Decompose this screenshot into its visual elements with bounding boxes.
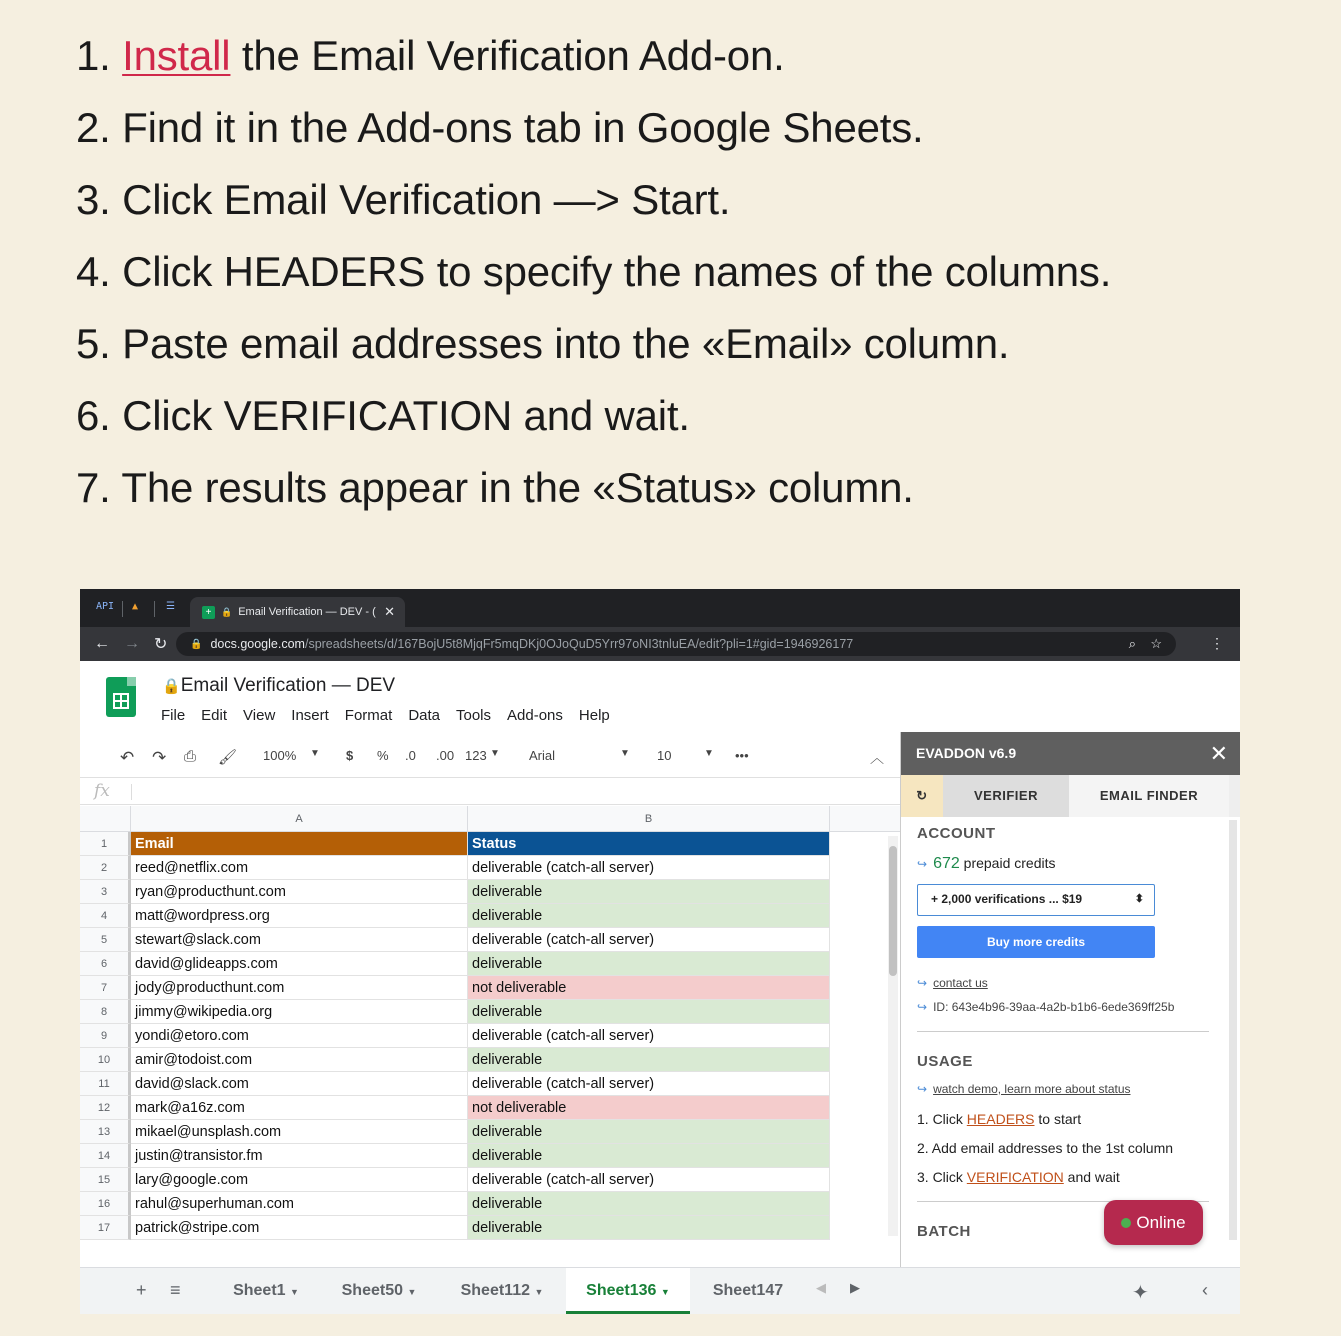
table-row bbox=[80, 1144, 900, 1168]
sheet-tab[interactable]: Sheet112 ▼ bbox=[460, 1282, 544, 1299]
row-number[interactable]: 2 bbox=[80, 856, 131, 880]
zoom-select[interactable]: 100% bbox=[263, 748, 297, 763]
row-number[interactable]: 16 bbox=[80, 1192, 131, 1216]
sidebar-title: EVADDON v6.9 bbox=[916, 745, 1017, 761]
status-cell[interactable]: deliverable bbox=[468, 1216, 830, 1240]
row-number[interactable]: 1 bbox=[80, 832, 131, 856]
sheet-tab-active[interactable]: Sheet136 ▼ bbox=[566, 1268, 690, 1314]
url-path: /spreadsheets/d/167BojU5t8MjqFr5mqDKj0OJoQuD5Yrr97oNI3tnluEA/edit?pli=1#gid=1946926177 bbox=[304, 637, 854, 651]
status-cell[interactable]: deliverable bbox=[468, 1192, 830, 1216]
step-number: 2. bbox=[76, 104, 111, 151]
email-cell[interactable]: ryan@producthunt.com bbox=[131, 880, 468, 904]
header-row bbox=[80, 832, 900, 856]
currency-button[interactable]: $ bbox=[346, 748, 354, 763]
row-number[interactable]: 8 bbox=[80, 1000, 131, 1024]
sheet-tab-bar bbox=[80, 1267, 1240, 1314]
sidebar-tabs bbox=[901, 775, 1240, 817]
credits-text: prepaid credits bbox=[959, 855, 1056, 871]
table-row bbox=[80, 1024, 900, 1048]
chevron-down-icon[interactable]: ▼ bbox=[490, 748, 500, 759]
headers-link[interactable]: HEADERS bbox=[966, 1111, 1035, 1127]
step-2 bbox=[76, 92, 1276, 164]
table-row bbox=[80, 880, 900, 904]
credits-line bbox=[917, 855, 1055, 873]
table-row bbox=[80, 856, 900, 880]
arrow-icon: ↪ bbox=[917, 1082, 928, 1096]
paint-format-icon[interactable]: 🖌 bbox=[218, 749, 238, 766]
table-row bbox=[80, 1168, 900, 1192]
step-text: Click Email Verification —> Start. bbox=[122, 176, 731, 223]
arrow-icon: ↪ bbox=[917, 1000, 928, 1014]
column-header-c[interactable] bbox=[830, 806, 900, 832]
table-row bbox=[80, 1096, 900, 1120]
doc-header bbox=[80, 661, 1240, 731]
email-cell[interactable]: reed@netflix.com bbox=[131, 856, 468, 880]
plan-value: + 2,000 verifications ... $19 bbox=[931, 892, 1083, 906]
font-select[interactable]: Arial bbox=[529, 748, 556, 763]
column-header-b[interactable]: B bbox=[468, 806, 830, 832]
row-number[interactable]: 6 bbox=[80, 952, 131, 976]
lock-icon: 🔒 bbox=[162, 678, 181, 695]
arrow-icon: ↪ bbox=[917, 976, 928, 990]
status-cell[interactable]: deliverable bbox=[468, 880, 830, 904]
email-cell[interactable]: mark@a16z.com bbox=[131, 1096, 468, 1120]
reload-icon[interactable]: ↻ bbox=[154, 636, 168, 653]
step-number: 4. bbox=[76, 248, 111, 295]
refresh-icon[interactable]: ↻ bbox=[901, 775, 943, 817]
corner-cell[interactable] bbox=[80, 806, 131, 832]
spreadsheet-grid bbox=[80, 806, 900, 1256]
email-cell[interactable]: stewart@slack.com bbox=[131, 928, 468, 952]
buy-credits-button[interactable]: Buy more credits bbox=[917, 926, 1155, 958]
step-7 bbox=[76, 452, 1276, 524]
tab-separator bbox=[154, 601, 155, 617]
formula-bar[interactable] bbox=[80, 777, 900, 805]
step-number: 5. bbox=[76, 320, 111, 367]
table-row bbox=[80, 928, 900, 952]
email-cell[interactable]: jody@producthunt.com bbox=[131, 976, 468, 1000]
status-cell[interactable]: deliverable bbox=[468, 1048, 830, 1072]
formula-divider bbox=[131, 784, 132, 800]
menu-insert[interactable]: Insert bbox=[291, 707, 329, 724]
credits-count: 672 bbox=[933, 855, 960, 872]
row-number[interactable]: 13 bbox=[80, 1120, 131, 1144]
close-icon[interactable]: ✕ bbox=[1209, 741, 1228, 766]
id-line bbox=[917, 1000, 1174, 1014]
row-number[interactable]: 9 bbox=[80, 1024, 131, 1048]
back-icon[interactable]: ← bbox=[94, 635, 110, 652]
doc-title[interactable]: 🔒Email Verification — DEV bbox=[162, 675, 396, 696]
pinned-tab-api[interactable]: API bbox=[96, 601, 115, 612]
column-header-a[interactable]: A bbox=[131, 806, 468, 832]
email-cell[interactable]: patrick@stripe.com bbox=[131, 1216, 468, 1240]
email-cell[interactable]: justin@transistor.fm bbox=[131, 1144, 468, 1168]
menu-format[interactable]: Format bbox=[344, 707, 393, 724]
step-text: The results appear in the «Status» column. bbox=[121, 464, 914, 511]
usage-step-3: 3. Click VERIFICATION and wait bbox=[917, 1169, 1120, 1185]
step-1 bbox=[76, 20, 1276, 92]
row-number[interactable]: 3 bbox=[80, 880, 131, 904]
plan-select[interactable] bbox=[917, 884, 1155, 916]
url-host: docs.google.com bbox=[210, 637, 305, 651]
close-tab-icon[interactable]: ✕ bbox=[384, 604, 395, 619]
step-3 bbox=[76, 164, 1276, 236]
step-number: 6. bbox=[76, 392, 111, 439]
step-number: 7. bbox=[76, 464, 111, 511]
email-cell[interactable]: rahul@superhuman.com bbox=[131, 1192, 468, 1216]
status-cell[interactable]: deliverable bbox=[468, 904, 830, 928]
step-6 bbox=[76, 380, 1276, 452]
usage-heading: USAGE bbox=[917, 1053, 973, 1070]
status-cell[interactable]: deliverable bbox=[468, 1144, 830, 1168]
evaddon-sidebar bbox=[900, 732, 1240, 1267]
arrow-icon: ↪ bbox=[917, 857, 928, 871]
tab-title: Email Verification — DEV - ( bbox=[238, 606, 376, 618]
table-row bbox=[80, 904, 900, 928]
forward-icon[interactable]: → bbox=[124, 635, 140, 652]
tab-verifier[interactable]: VERIFIER bbox=[943, 775, 1069, 817]
lock-icon: 🔒 bbox=[221, 606, 233, 617]
tab-separator bbox=[122, 601, 123, 617]
chevron-down-icon: ▼ bbox=[660, 1287, 670, 1297]
usage-links bbox=[917, 1082, 1131, 1096]
email-cell[interactable]: lary@google.com bbox=[131, 1168, 468, 1192]
menu-view[interactable]: View bbox=[243, 707, 276, 724]
status-header-cell[interactable]: Status bbox=[468, 832, 830, 856]
chevron-down-icon[interactable]: ▼ bbox=[620, 748, 630, 759]
status-cell[interactable]: deliverable (catch-all server) bbox=[468, 1072, 830, 1096]
batch-heading: BATCH bbox=[917, 1223, 971, 1240]
sidebar-header bbox=[901, 732, 1240, 775]
chat-online-button[interactable] bbox=[1104, 1200, 1203, 1245]
table-row bbox=[80, 976, 900, 1000]
step-number: 1. bbox=[76, 32, 111, 79]
collapse-chevron-up-icon[interactable]: ︿ bbox=[870, 750, 884, 766]
step-text: the Email Verification Add-on. bbox=[230, 32, 785, 79]
address-bar bbox=[80, 627, 1240, 661]
increase-decimal-button[interactable]: .00 bbox=[436, 748, 455, 763]
add-sheet-icon[interactable]: + bbox=[136, 1280, 147, 1300]
usage-links-text[interactable]: watch demo, learn more about status bbox=[933, 1082, 1131, 1096]
print-icon[interactable]: ⎙ bbox=[184, 748, 197, 765]
bookmark-star-icon[interactable]: ☆ bbox=[1150, 636, 1162, 651]
status-cell[interactable]: deliverable bbox=[468, 1120, 830, 1144]
status-dot-icon bbox=[1121, 1218, 1131, 1228]
row-number[interactable]: 14 bbox=[80, 1144, 131, 1168]
side-panel-chevron-left-icon[interactable]: ‹ bbox=[1202, 1280, 1208, 1300]
pinned-tab-icon[interactable]: ▲ bbox=[132, 601, 139, 612]
status-cell[interactable]: deliverable bbox=[468, 1000, 830, 1024]
select-caret-icon: ⬍ bbox=[1134, 893, 1144, 905]
scroll-right-icon[interactable]: ▶ bbox=[850, 1280, 860, 1295]
chevron-down-icon: ▼ bbox=[534, 1287, 544, 1297]
undo-icon[interactable]: ↶ bbox=[120, 748, 135, 767]
url-field[interactable] bbox=[176, 632, 1176, 656]
scroll-left-icon[interactable]: ◀ bbox=[816, 1280, 826, 1295]
step-4 bbox=[76, 236, 1276, 308]
status-cell[interactable]: not deliverable bbox=[468, 1096, 830, 1120]
sheet-tab[interactable]: Sheet50 ▼ bbox=[341, 1282, 417, 1299]
table-row bbox=[80, 1120, 900, 1144]
sheets-logo-icon[interactable] bbox=[106, 677, 136, 717]
chevron-down-icon: ▼ bbox=[407, 1287, 417, 1297]
more-formats-button[interactable]: 123 bbox=[465, 748, 487, 763]
menu-tools[interactable]: Tools bbox=[456, 707, 492, 724]
email-cell[interactable]: matt@wordpress.org bbox=[131, 904, 468, 928]
email-header-cell[interactable]: Email bbox=[131, 832, 468, 856]
table-row bbox=[80, 1216, 900, 1240]
chat-label: Online bbox=[1136, 1213, 1186, 1232]
decrease-decimal-button[interactable]: .0 bbox=[405, 748, 416, 763]
tab-email-finder[interactable]: EMAIL FINDER bbox=[1069, 775, 1229, 817]
status-cell[interactable]: not deliverable bbox=[468, 976, 830, 1000]
browser-tab-active[interactable] bbox=[190, 597, 405, 627]
status-cell[interactable]: deliverable (catch-all server) bbox=[468, 856, 830, 880]
sheets-favicon-icon: + bbox=[202, 606, 215, 619]
percent-button[interactable]: % bbox=[377, 748, 389, 763]
email-cell[interactable]: david@glideapps.com bbox=[131, 952, 468, 976]
usage-step-1: 1. Click HEADERS to start bbox=[917, 1111, 1082, 1127]
contact-link[interactable]: contact us bbox=[933, 976, 988, 990]
row-number[interactable]: 10 bbox=[80, 1048, 131, 1072]
email-cell[interactable]: yondi@etoro.com bbox=[131, 1024, 468, 1048]
explore-icon[interactable]: ✦ bbox=[1132, 1282, 1149, 1304]
browser-tab-bar bbox=[80, 589, 1240, 627]
scroll-thumb[interactable] bbox=[1229, 820, 1237, 1240]
status-cell[interactable]: deliverable bbox=[468, 952, 830, 976]
usage-step-2: 2. Add email addresses to the 1st column bbox=[917, 1140, 1174, 1156]
menu-addons[interactable]: Add-ons bbox=[507, 707, 563, 724]
status-cell[interactable]: deliverable (catch-all server) bbox=[468, 1168, 830, 1192]
table-row bbox=[80, 1192, 900, 1216]
fx-icon: fx bbox=[94, 781, 110, 801]
step-text: Find it in the Add-ons tab in Google Sheets. bbox=[122, 104, 924, 151]
chevron-down-icon: ▼ bbox=[290, 1287, 299, 1297]
lock-icon: 🔒 bbox=[190, 638, 203, 650]
font-size-select[interactable]: 10 bbox=[657, 748, 672, 763]
zoom-icon[interactable]: ⌕ bbox=[1128, 636, 1136, 651]
divider bbox=[917, 1031, 1209, 1032]
sheets-screenshot bbox=[80, 589, 1240, 1314]
row-number[interactable]: 4 bbox=[80, 904, 131, 928]
account-heading: ACCOUNT bbox=[917, 825, 996, 842]
menu-help[interactable]: Help bbox=[578, 707, 610, 724]
row-number[interactable]: 11 bbox=[80, 1072, 131, 1096]
email-cell[interactable]: amir@todoist.com bbox=[131, 1048, 468, 1072]
table-row bbox=[80, 1000, 900, 1024]
step-5 bbox=[76, 308, 1276, 380]
verification-link[interactable]: VERIFICATION bbox=[966, 1169, 1064, 1185]
email-cell[interactable]: mikael@unsplash.com bbox=[131, 1120, 468, 1144]
grid-scrollbar[interactable] bbox=[888, 836, 898, 1236]
table-row bbox=[80, 1072, 900, 1096]
menu-bar bbox=[161, 707, 610, 724]
row-number[interactable]: 15 bbox=[80, 1168, 131, 1192]
status-cell[interactable]: deliverable (catch-all server) bbox=[468, 928, 830, 952]
chevron-down-icon[interactable]: ▼ bbox=[310, 748, 320, 759]
menu-edit[interactable]: Edit bbox=[201, 707, 228, 724]
table-row bbox=[80, 1048, 900, 1072]
contact-line bbox=[917, 976, 988, 990]
install-link[interactable]: Install bbox=[122, 32, 231, 79]
chevron-down-icon[interactable]: ▼ bbox=[704, 748, 714, 759]
step-text: Click HEADERS to specify the names of the columns. bbox=[122, 248, 1112, 295]
more-button[interactable]: ••• bbox=[735, 748, 749, 763]
instruction-list bbox=[76, 20, 1276, 524]
email-cell[interactable]: jimmy@wikipedia.org bbox=[131, 1000, 468, 1024]
sheet-tab[interactable]: Sheet1 ▼ bbox=[233, 1282, 299, 1299]
toolbar bbox=[80, 737, 900, 775]
step-number: 3. bbox=[76, 176, 111, 223]
browser-menu-icon[interactable]: ⋮ bbox=[1210, 635, 1224, 651]
sidebar-scrollbar[interactable] bbox=[1229, 820, 1237, 1240]
email-cell[interactable]: david@slack.com bbox=[131, 1072, 468, 1096]
pinned-tab-list-icon[interactable]: ☰ bbox=[166, 601, 175, 612]
row-number[interactable]: 5 bbox=[80, 928, 131, 952]
row-number[interactable]: 7 bbox=[80, 976, 131, 1000]
step-text: Click VERIFICATION and wait. bbox=[122, 392, 690, 439]
row-number[interactable]: 17 bbox=[80, 1216, 131, 1240]
redo-icon[interactable]: ↷ bbox=[152, 748, 167, 767]
step-text: Paste email addresses into the «Email» column. bbox=[122, 320, 1010, 367]
menu-file[interactable]: File bbox=[161, 707, 186, 724]
row-number[interactable]: 12 bbox=[80, 1096, 131, 1120]
account-id: ID: 643e4b96-39aa-4a2b-b1b6-6ede369ff25b bbox=[933, 1000, 1175, 1014]
scroll-thumb[interactable] bbox=[889, 846, 897, 976]
status-cell[interactable]: deliverable (catch-all server) bbox=[468, 1024, 830, 1048]
sheet-tab[interactable]: Sheet147 bbox=[712, 1282, 784, 1299]
table-row bbox=[80, 952, 900, 976]
all-sheets-icon[interactable]: ≡ bbox=[170, 1280, 181, 1300]
menu-data[interactable]: Data bbox=[408, 707, 440, 724]
